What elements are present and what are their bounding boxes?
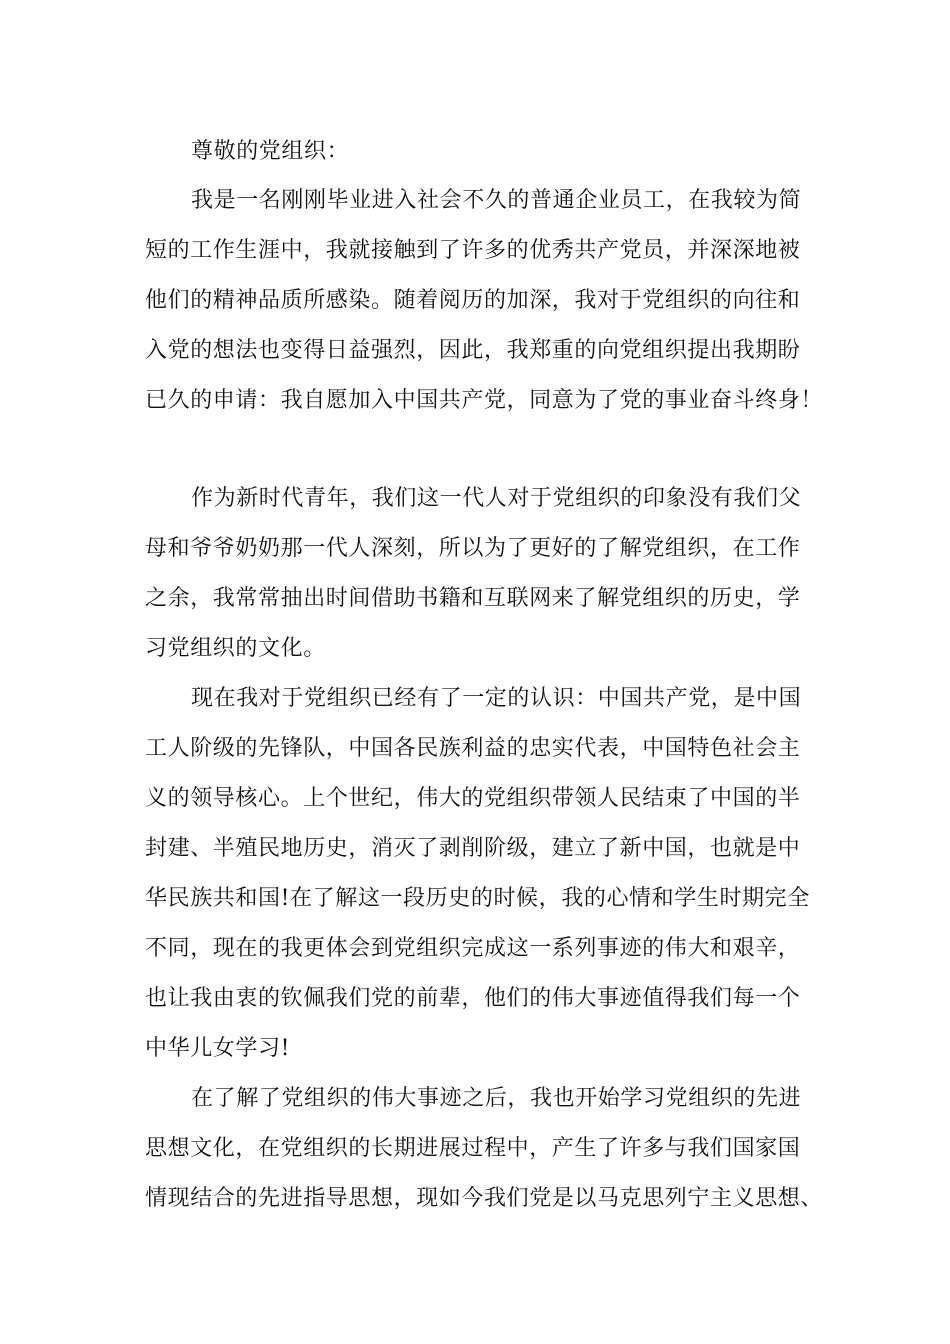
paragraph-2-line-1: 作为新时代青年，我们这一代人对于党组织的印象没有我们父 — [191, 486, 802, 511]
paragraph-2-line-3: 之余，我常常抽出时间借助书籍和互联网来了解党组织的历史，学 — [145, 586, 801, 611]
paragraph-3-line-4: 封建、半殖民地历史，消灭了剥削阶级，建立了新中国，也就是中 — [145, 836, 801, 861]
paragraph-4-line-3: 情现结合的先进指导思想，现如今我们党是以马克思列宁主义思想、 — [145, 1186, 824, 1211]
paragraph-4-line-2: 思想文化，在党组织的长期进展过程中，产生了许多与我们国家国 — [145, 1136, 801, 1161]
paragraph-3-line-7: 也让我由衷的钦佩我们党的前辈，他们的伟大事迹值得我们每一个 — [145, 986, 801, 1011]
salutation-line: 尊敬的党组织： — [191, 139, 350, 164]
paragraph-3-line-5: 华民族共和国!在了解这一段历史的时候，我的心情和学生时期完全 — [145, 886, 810, 911]
paragraph-2-line-2: 母和爷爷奶奶那一代人深刻，所以为了更好的了解党组织，在工作 — [145, 536, 801, 561]
paragraph-1-line-5: 已久的申请：我自愿加入中国共产党，同意为了党的事业奋斗终身！ — [145, 388, 824, 413]
paragraph-3-line-6: 不同，现在的我更体会到党组织完成这一系列事迹的伟大和艰辛， — [145, 936, 801, 961]
paragraph-1-line-2: 短的工作生涯中，我就接触到了许多的优秀共产党员，并深深地被 — [145, 238, 801, 263]
paragraph-1-line-4: 入党的想法也变得日益强烈，因此，我郑重的向党组织提出我期盼 — [145, 338, 801, 363]
paragraph-3-line-8: 中华儿女学习! — [145, 1036, 291, 1061]
paragraph-3-line-1: 现在我对于党组织已经有了一定的认识：中国共产党，是中国 — [191, 686, 802, 711]
paragraph-3-line-2: 工人阶级的先锋队，中国各民族利益的忠实代表，中国特色社会主 — [145, 736, 801, 761]
paragraph-3-line-3: 义的领导核心。上个世纪，伟大的党组织带领人民结束了中国的半 — [145, 786, 801, 811]
paragraph-2-line-4: 习党组织的文化。 — [145, 636, 326, 661]
paragraph-1-line-3: 他们的精神品质所感染。随着阅历的加深，我对于党组织的向往和 — [145, 288, 801, 313]
paragraph-4-line-1: 在了解了党组织的伟大事迹之后，我也开始学习党组织的先进 — [191, 1086, 802, 1111]
paragraph-1-line-1: 我是一名刚刚毕业进入社会不久的普通企业员工，在我较为简 — [191, 188, 802, 213]
